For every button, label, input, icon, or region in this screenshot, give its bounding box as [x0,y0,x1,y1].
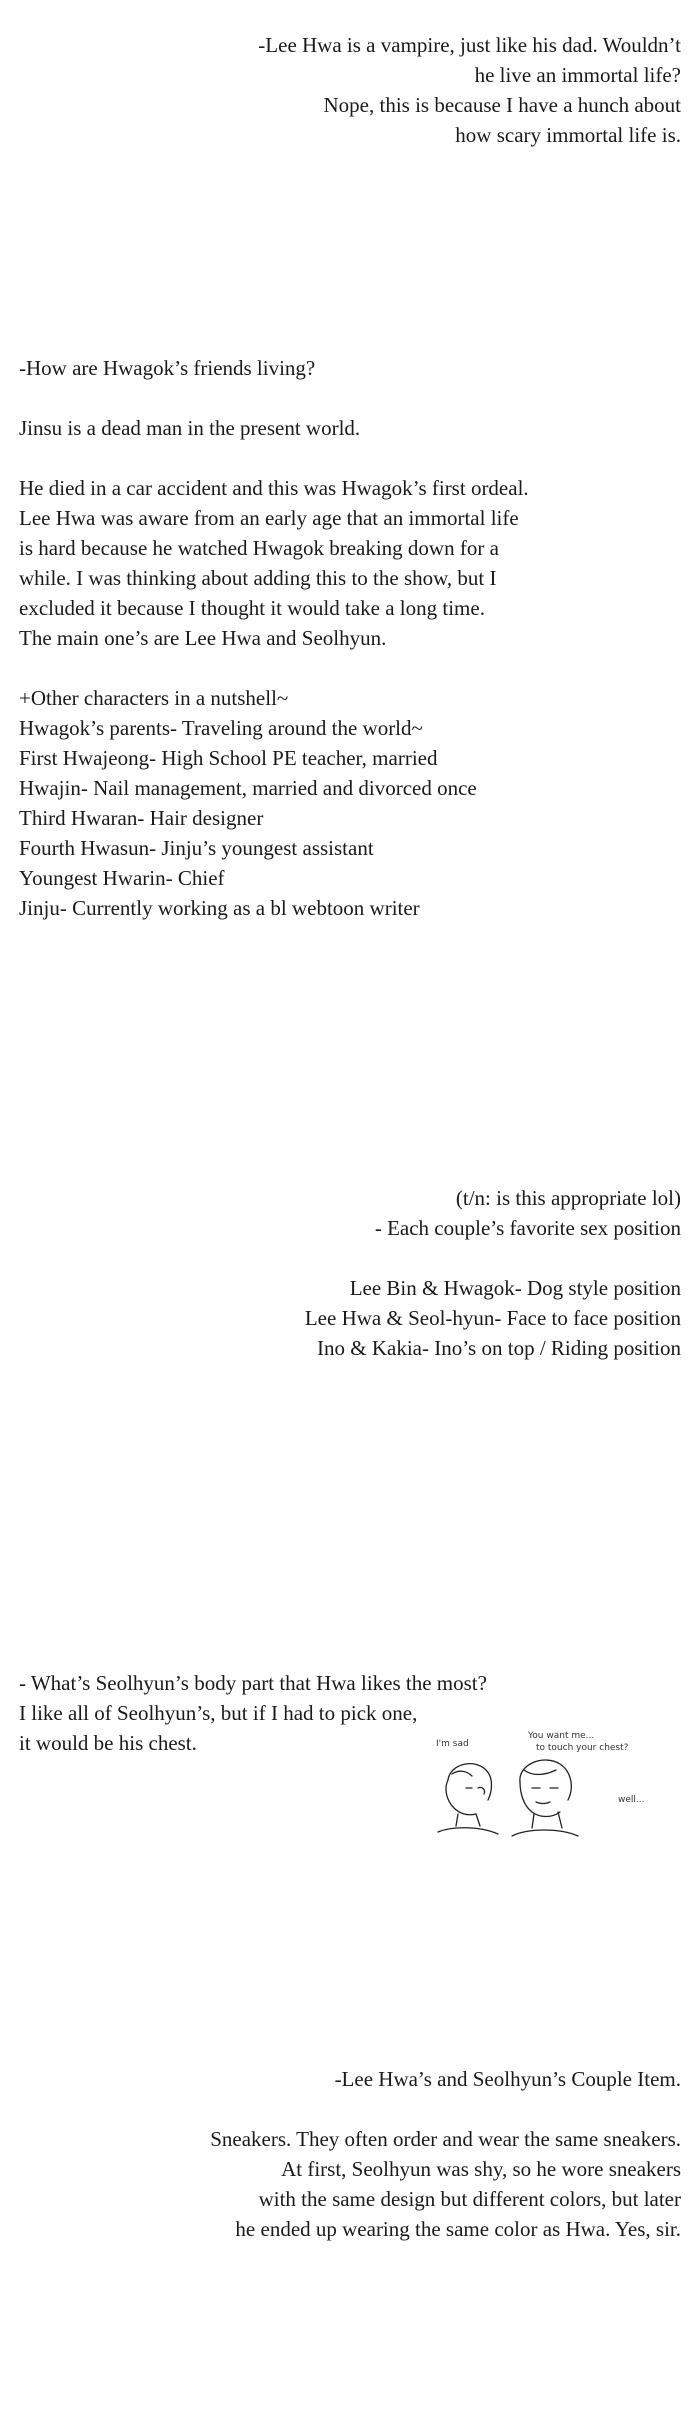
text-line: Nope, this is because I have a hunch about [323,93,681,117]
text-line: with the same design but different colors, but later [258,2187,681,2211]
text-line: He died in a car accident and this was Hwagok’s first ordeal. [19,476,529,500]
text-line: -Lee Hwa is a vampire, just like his dad. Wouldn’t [258,33,681,57]
section-title: -Lee Hwa’s and Seolhyun’s Couple Item. [334,2067,681,2091]
text-line: he live an immortal life? [474,63,681,87]
right-head-drawing [512,1760,578,1836]
list-item: Third Hwaran- Hair designer [19,806,264,830]
text-line: he ended up wearing the same color as Hwa. Yes, sir. [235,2217,681,2241]
others-title: +Other characters in a nutshell~ [19,686,289,710]
section-question: - What’s Seolhyun’s body part that Hwa likes the most? [19,1671,487,1695]
list-item: First Hwajeong- High School PE teacher, married [19,746,438,770]
translator-note: (t/n: is this appropriate lol) [455,1186,681,1210]
position-section [305,1183,681,1363]
text-line: Jinsu is a dead man in the present world. [19,416,361,440]
text-line: while. I was thinking about adding this to the show, but I [19,566,497,590]
text-line: how scary immortal life is. [455,123,681,147]
left-head-drawing [438,1764,498,1834]
list-item: Lee Bin & Hwagok- Dog style position [349,1276,681,1300]
list-item: Hwagok’s parents- Traveling around the world~ [19,716,423,740]
list-item: Ino & Kakia- Ino’s on top / Riding position [317,1336,681,1360]
text-line: I like all of Seolhyun’s, but if I had to pick one, [19,1701,418,1725]
vampire-note [258,30,681,150]
body-part-section [19,1668,487,1758]
text-line: is hard because he watched Hwagok breaking down for a [19,536,499,560]
section-title: - Each couple’s favorite sex position [374,1216,681,1240]
section-question: -How are Hwagok’s friends living? [19,356,316,380]
right-caption-2: to touch your chest? [536,1743,629,1753]
list-item: Jinju- Currently working as a bl webtoon writer [19,896,420,920]
text-line: Sneakers. They often order and wear the same sneakers. [210,2127,681,2151]
right-caption-1: You want me... [528,1731,595,1741]
small-caption: well... [618,1795,645,1805]
text-line: At first, Seolhyun was shy, so he wore sneakers [281,2157,681,2181]
sketch-illustration [428,1730,698,1850]
couple-item-section [210,2064,681,2244]
list-item: Fourth Hwasun- Jinju’s youngest assistant [19,836,374,860]
text-line: excluded it because I thought it would take a long time. [19,596,485,620]
text-line: The main one’s are Lee Hwa and Seolhyun. [19,626,387,650]
text-line: it would be his chest. [19,1731,197,1755]
text-line: Lee Hwa was aware from an early age that an immortal life [19,506,519,530]
left-caption: I'm sad [436,1739,469,1749]
list-item: Youngest Hwarin- Chief [19,866,225,890]
friends-section [19,353,529,923]
list-item: Hwajin- Nail management, married and divorced once [19,776,477,800]
list-item: Lee Hwa & Seol-hyun- Face to face position [304,1306,681,1330]
